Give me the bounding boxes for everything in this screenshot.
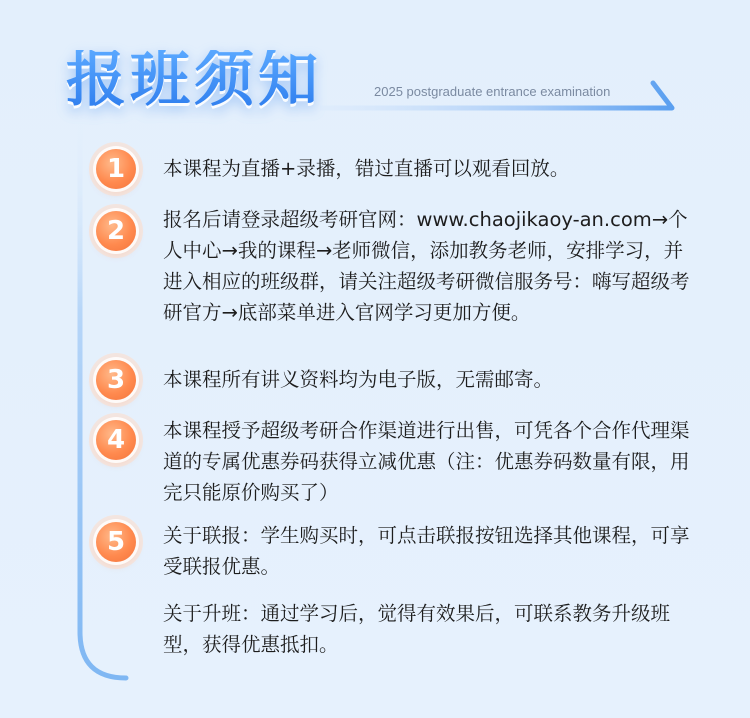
page-title: 报班须知	[66, 45, 322, 115]
notice-item-1: 本课程为直播+录播，错过直播可以观看回放。	[163, 157, 570, 180]
notice-item-5: 关于联报：学生购买时，可点击联报按钮选择其他课程，可享受联报优惠。	[163, 524, 690, 578]
number-badge-1: 1	[96, 149, 136, 189]
notice-item-upgrade: 关于升班：通过学习后，觉得有效果后，可联系教务升级班型，获得优惠抵扣。	[163, 602, 671, 656]
notice-item-3: 本课程所有讲义资料均为电子版，无需邮寄。	[163, 368, 554, 391]
notice-item-2: 报名后请登录超级考研官网：www.chaojikaoy-an.com→个人中心→我的课程→老师微信，添加教务老师，安排学习，并进入相应的班级群，请关注超级考研微信服务号：嗨写超级考研官方→底部菜单进入官网学习更加方便。	[163, 208, 690, 324]
number-badge-4: 4	[96, 420, 136, 460]
number-badge-2: 2	[96, 211, 136, 251]
number-badge-3: 3	[96, 360, 136, 400]
content-frame	[77, 112, 693, 682]
page-subtitle: 2025 postgraduate entrance examination	[374, 84, 611, 99]
number-badge-5: 5	[96, 522, 136, 562]
notice-item-4: 本课程授予超级考研合作渠道进行出售，可凭各个合作代理渠道的专属优惠券码获得立减优惠（注：优惠券码数量有限，用完只能原价购买了）	[163, 419, 690, 504]
